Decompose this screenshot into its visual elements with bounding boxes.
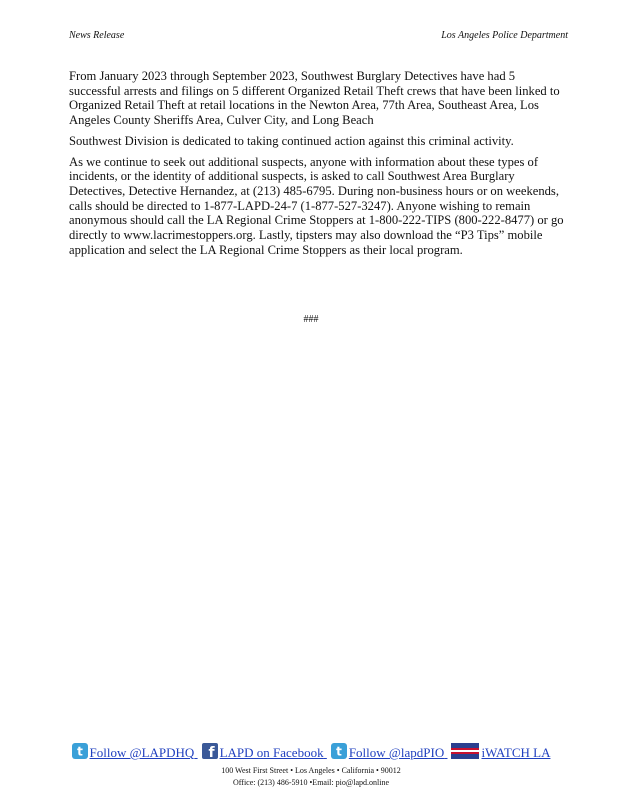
svg-text:t: t bbox=[335, 744, 342, 759]
paragraph-3: As we continue to seek out additional suspects, anyone with information about these types of incidents, or the identity of additional suspects, is asked to call Southwest Area Burglary Detectives, Detective Hernandez, at (213) 485-6795. During non-business hours or on weekends, calls should be directed to 1-877-LAPD-24-7 (1-877-527-3247). Anyone wishing to remain anonymous should call the LA Regional Crime Stoppers at 1-800-222-TIPS (800-222-8477) or go directly to www.lacrimestoppers.org. Lastly, tipsters may also download the “P3 Tips” mobile application and select the LA Regional Crime Stoppers as their local program. bbox=[69, 154, 564, 257]
iwatch-la-link[interactable] bbox=[451, 745, 550, 760]
facebook-icon bbox=[202, 743, 218, 759]
end-marker: ### bbox=[303, 314, 319, 325]
svg-text:f: f bbox=[208, 745, 215, 759]
address-line: 100 West First Street • Los Angeles • California • 90012 bbox=[221, 766, 401, 775]
follow-lapdpio-label: Follow @lapdPIO bbox=[348, 745, 445, 760]
iwatch-la-label: iWATCH LA bbox=[481, 745, 551, 760]
twitter-icon bbox=[331, 743, 347, 759]
follow-lapdpio-link[interactable] bbox=[331, 745, 448, 760]
twitter-icon bbox=[72, 743, 88, 759]
paragraph-1: From January 2023 through September 2023, Southwest Burglary Detectives have had 5 successful arrests and filings on 5 different Organized Retail Theft crews that have been linked to Organized Retail Theft at retail locations in the Newton Area, 77th Area, Southeast Area, Los Angeles County Sheriffs Area, Culver City, and Long Beach bbox=[69, 69, 560, 128]
follow-lapdhq-link[interactable] bbox=[72, 745, 198, 760]
social-links bbox=[0, 743, 622, 761]
contact-line: Office: (213) 486-5910 •Email: pio@lapd.online bbox=[233, 778, 389, 787]
iwatch-icon bbox=[451, 743, 479, 759]
header-department: Los Angeles Police Department bbox=[441, 30, 568, 41]
paragraph-2: Southwest Division is dedicated to taking continued action against this criminal activity. bbox=[69, 133, 514, 148]
lapd-facebook-link[interactable] bbox=[202, 745, 327, 760]
svg-text:t: t bbox=[76, 744, 83, 759]
lapd-facebook-label: LAPD on Facebook bbox=[219, 745, 324, 760]
page-header bbox=[69, 30, 568, 44]
release-body bbox=[69, 69, 569, 263]
header-news-release: News Release bbox=[69, 30, 125, 41]
follow-lapdhq-label: Follow @LAPDHQ bbox=[89, 745, 195, 760]
